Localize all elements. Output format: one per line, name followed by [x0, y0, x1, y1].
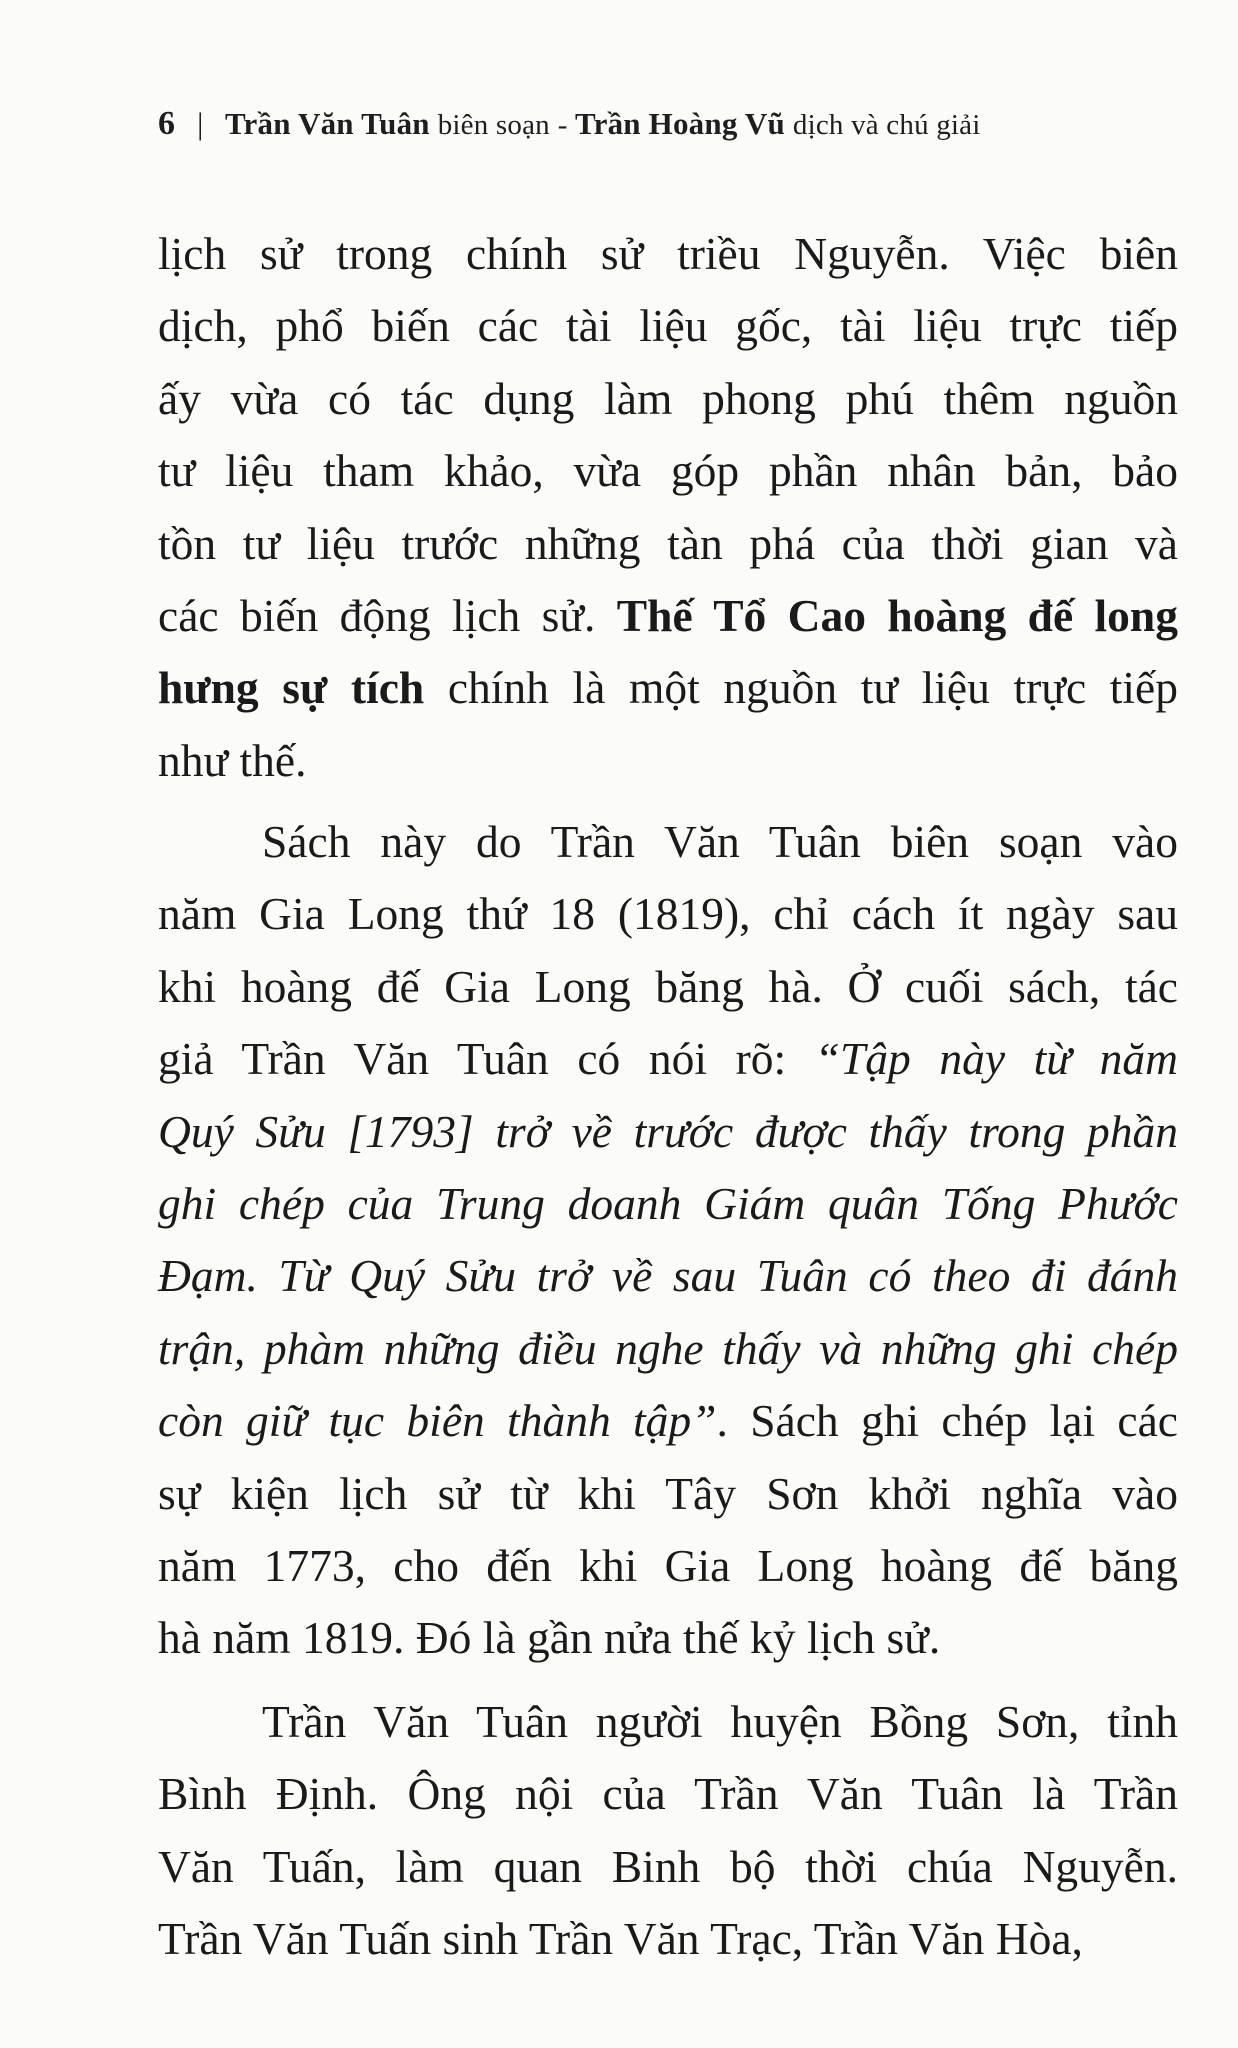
- text-line: [158, 290, 1178, 362]
- text-run: khi hoàng đế Gia Long băng hà. Ở cuối sách, tác: [158, 960, 1178, 1012]
- paragraph-2: [158, 806, 1178, 1675]
- text-line: [158, 1458, 1178, 1530]
- bold-text: hưng sự tích: [158, 662, 425, 714]
- italic-text: còn giữ tục biên thành tập”: [158, 1395, 717, 1447]
- text-run: Văn Tuấn, làm quan Binh bộ thời chúa Nguyễn.: [158, 1840, 1178, 1892]
- text-line: [158, 218, 1178, 290]
- text-run: Sách này do Trần Văn Tuân biên soạn vào: [262, 816, 1178, 867]
- text-line: [158, 1240, 1178, 1312]
- text-line: [158, 1831, 1178, 1903]
- page-number: 6: [158, 105, 176, 142]
- header-author-role: biên soạn: [437, 109, 550, 141]
- text-run: năm Gia Long thứ 18 (1819), chỉ cách ít ngày sau: [158, 888, 1178, 940]
- italic-text: “Tập này từ năm: [814, 1033, 1179, 1085]
- text-run: dịch, phổ biến các tài liệu gốc, tài liệu trực tiếp: [158, 300, 1178, 352]
- text-line: [158, 508, 1178, 580]
- text-line: [158, 652, 1178, 724]
- header-author: Trần Văn Tuân: [224, 106, 430, 141]
- text-line: [158, 878, 1178, 950]
- text-line: [158, 1758, 1178, 1830]
- text-run: giả Trần Văn Tuân có nói rõ:: [158, 1033, 815, 1085]
- text-line: [158, 1313, 1178, 1385]
- text-run: hà năm 1819. Đó là gần nửa thế kỷ lịch sử.: [158, 1612, 941, 1664]
- running-head: [158, 105, 981, 143]
- text-line: [158, 951, 1178, 1023]
- header-translator: Trần Hoàng Vũ: [575, 106, 785, 141]
- text-line: [158, 363, 1178, 435]
- text-run: năm 1773, cho đến khi Gia Long hoàng đế băng: [158, 1539, 1178, 1591]
- text-run: sự kiện lịch sử từ khi Tây Sơn khởi nghĩa vào: [158, 1467, 1178, 1519]
- italic-text: ghi chép của Trung doanh Giám quân Tống Phước: [158, 1177, 1178, 1229]
- text-run: chính là một nguồn tư liệu trực tiếp: [424, 662, 1178, 714]
- text-line: [158, 1686, 1178, 1758]
- text-run: tồn tư liệu trước những tàn phá của thời gian và: [158, 517, 1178, 569]
- text-run: như thế.: [158, 734, 307, 786]
- bold-text: Thế Tổ Cao hoàng đế long: [616, 589, 1178, 641]
- text-run: tư liệu tham khảo, vừa góp phần nhân bản, bảo: [158, 445, 1178, 497]
- header-separator: |: [197, 106, 204, 141]
- header-dash: -: [557, 109, 568, 141]
- text-run: Trần Văn Tuân người huyện Bồng Sơn, tỉnh: [262, 1696, 1178, 1747]
- text-line: [158, 435, 1178, 507]
- text-line: [158, 1602, 1178, 1674]
- text-line: [158, 1385, 1178, 1457]
- text-run: Trần Văn Tuấn sinh Trần Văn Trạc, Trần Văn Hòa,: [158, 1913, 1083, 1965]
- italic-text: Đạm. Từ Quý Sửu trở về sau Tuân có theo đi đánh: [158, 1250, 1178, 1302]
- italic-text: Quý Sửu [1793] trở về trước được thấy trong phần: [158, 1105, 1178, 1157]
- text-line: [158, 1903, 1178, 1975]
- text-run: Bình Định. Ông nội của Trần Văn Tuân là Trần: [158, 1768, 1178, 1820]
- text-line: [158, 1530, 1178, 1602]
- paragraph-1: [158, 218, 1178, 797]
- text-line: [158, 806, 1178, 878]
- text-line: [158, 1168, 1178, 1240]
- text-line: [158, 1096, 1178, 1168]
- text-line: [158, 725, 1178, 797]
- text-run: các biến động lịch sử.: [158, 589, 617, 641]
- text-run: lịch sử trong chính sử triều Nguyễn. Việc biên: [158, 228, 1178, 279]
- italic-text: trận, phàm những điều nghe thấy và những ghi chép: [158, 1322, 1178, 1374]
- text-line: [158, 1023, 1178, 1095]
- header-translator-role: dịch và chú giải: [792, 109, 981, 141]
- paragraph-3: [158, 1686, 1178, 1976]
- text-run: ấy vừa có tác dụng làm phong phú thêm nguồn: [158, 372, 1178, 424]
- text-run: . Sách ghi chép lại các: [716, 1395, 1178, 1447]
- text-line: [158, 580, 1178, 652]
